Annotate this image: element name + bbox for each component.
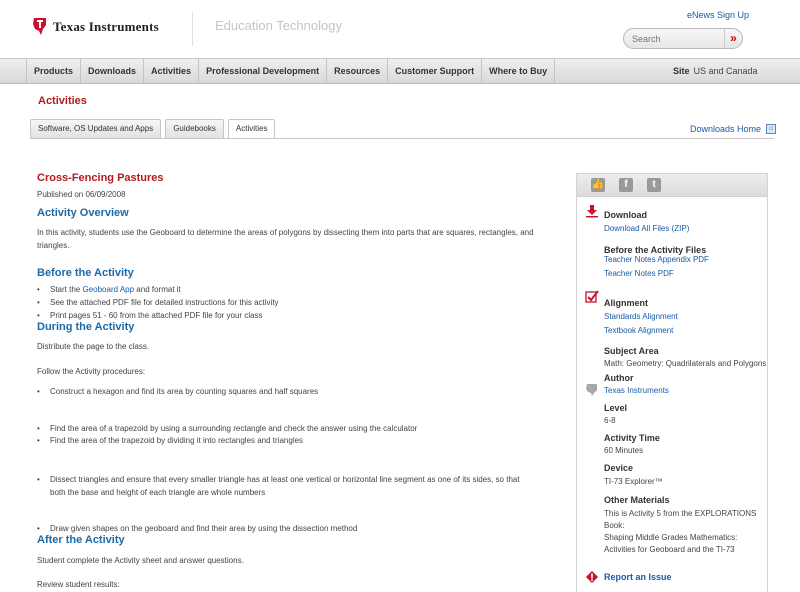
list-item: • Draw given shapes on the geoboard and find their area by using the dissection method: [37, 522, 537, 535]
device-heading: Device: [604, 463, 634, 473]
search-input[interactable]: [624, 29, 724, 48]
activity-title: Cross-Fencing Pastures: [37, 172, 164, 184]
after-text-1: Student complete the Activity sheet and answer questions.: [37, 556, 244, 565]
downloads-home-label: Downloads Home: [690, 124, 762, 134]
site-header: [0, 0, 800, 58]
enews-signup-link[interactable]: eNews Sign Up: [687, 10, 750, 20]
after-text-2: Review student results:: [37, 580, 120, 589]
list-item: • Dissect triangles and ensure that every smaller triangle has at least one vertical or horizontal line segment as one of its sides, so that both the base and height of each triangle are whole numbers: [37, 473, 537, 499]
nav-resources[interactable]: Resources: [327, 59, 388, 83]
materials-line: Activities for Geoboard and the TI-73: [604, 545, 735, 554]
downloads-home-link[interactable]: [690, 124, 776, 134]
standards-alignment-link[interactable]: Standards Alignment: [604, 312, 678, 321]
ti-author-icon: [585, 383, 599, 397]
materials-line: Shaping Middle Grades Mathematics:: [604, 533, 738, 542]
download-icon: [585, 204, 599, 218]
search-button[interactable]: »: [724, 29, 742, 48]
main-nav: [0, 58, 800, 84]
twitter-icon[interactable]: t: [647, 178, 661, 192]
before-item-suffix: and format it: [134, 285, 181, 294]
report-issue-link[interactable]: Report an Issue: [604, 572, 672, 582]
after-heading: After the Activity: [37, 534, 125, 546]
alignment-heading: Alignment: [604, 298, 648, 308]
level-value: 6-8: [604, 416, 616, 425]
download-tabs: [30, 119, 275, 139]
nav-where-to-buy[interactable]: Where to Buy: [482, 59, 555, 83]
tab-divider: [30, 138, 774, 139]
header-divider: [192, 12, 193, 46]
subject-heading: Subject Area: [604, 346, 659, 356]
published-date: Published on 06/09/2008: [37, 190, 126, 199]
tab-software[interactable]: Software, OS Updates and Apps: [30, 119, 161, 138]
author-link[interactable]: Texas Instruments: [604, 386, 669, 395]
search-box: [623, 28, 743, 49]
facebook-icon[interactable]: f: [619, 178, 633, 192]
time-value: 60 Minutes: [604, 446, 644, 455]
level-heading: Level: [604, 403, 628, 413]
download-all-link[interactable]: Download All Files (ZIP): [604, 224, 690, 233]
before-files-heading: Before the Activity Files: [604, 245, 707, 255]
tagline: Education Technology: [215, 18, 342, 33]
overview-text: In this activity, students use the Geoboard to determine the areas of polygons by dissecting them into parts that are squares, rectangles, and triangles.: [37, 228, 534, 250]
home-icon: ⌂: [766, 124, 776, 134]
list-item: • Construct a hexagon and find its area by counting squares and half squares: [37, 385, 537, 398]
nav-products[interactable]: Products: [26, 59, 81, 83]
device-value: TI-73 Explorer™: [604, 477, 663, 486]
nav-downloads[interactable]: Downloads: [81, 59, 144, 83]
materials-line: This is Activity 5 from the EXPLORATIONS: [604, 509, 757, 518]
like-icon[interactable]: 👍: [591, 179, 605, 190]
before-heading: Before the Activity: [37, 267, 134, 279]
list-item: • Print pages 51 - 60 from the attached PDF file for your class: [37, 309, 537, 322]
share-bar: [577, 174, 767, 197]
list-item: [37, 283, 537, 296]
list-item: • See the attached PDF file for detailed instructions for this activity: [37, 296, 537, 309]
time-heading: Activity Time: [604, 433, 660, 443]
subject-value: Math: Geometry: Quadrilaterals and Polygons: [604, 359, 767, 368]
checkmark-icon: [585, 290, 599, 304]
materials-heading: Other Materials: [604, 495, 670, 505]
site-label: Site: [673, 66, 690, 76]
site-value: US and Canada: [693, 66, 758, 76]
nav-customer-support[interactable]: Customer Support: [388, 59, 482, 83]
during-text-1: Distribute the page to the class.: [37, 342, 150, 351]
ti-logo[interactable]: [32, 17, 159, 36]
teacher-notes-appendix-link[interactable]: Teacher Notes Appendix PDF: [604, 255, 709, 264]
author-heading: Author: [604, 373, 634, 383]
geoboard-app-link[interactable]: Geoboard App: [82, 285, 135, 294]
materials-line: Book:: [604, 521, 625, 530]
during-heading: During the Activity: [37, 321, 135, 333]
during-text-2: Follow the Activity procedures:: [37, 367, 146, 376]
list-item: • Find the area of a trapezoid by using a surrounding rectangle and check the answer using the calculator: [37, 422, 537, 435]
nav-activities[interactable]: Activities: [144, 59, 199, 83]
tab-guidebooks[interactable]: Guidebooks: [165, 119, 224, 138]
download-heading: Download: [604, 210, 647, 220]
ti-logo-icon: [32, 17, 48, 36]
textbook-alignment-link[interactable]: Textbook Alignment: [604, 326, 674, 335]
list-item: • Find the area of the trapezoid by dividing it into rectangles and triangles: [37, 434, 537, 447]
overview-heading: Activity Overview: [37, 207, 129, 219]
page-title: Activities: [38, 95, 87, 107]
alert-icon: [585, 570, 599, 584]
activity-sidebar: [576, 173, 768, 592]
teacher-notes-link[interactable]: Teacher Notes PDF: [604, 269, 674, 278]
site-selector[interactable]: [673, 59, 758, 83]
brand-name: Texas Instruments: [53, 18, 159, 34]
nav-professional-development[interactable]: Professional Development: [199, 59, 327, 83]
before-item-prefix: Start the: [50, 285, 83, 294]
tab-activities[interactable]: Activities: [228, 119, 276, 139]
